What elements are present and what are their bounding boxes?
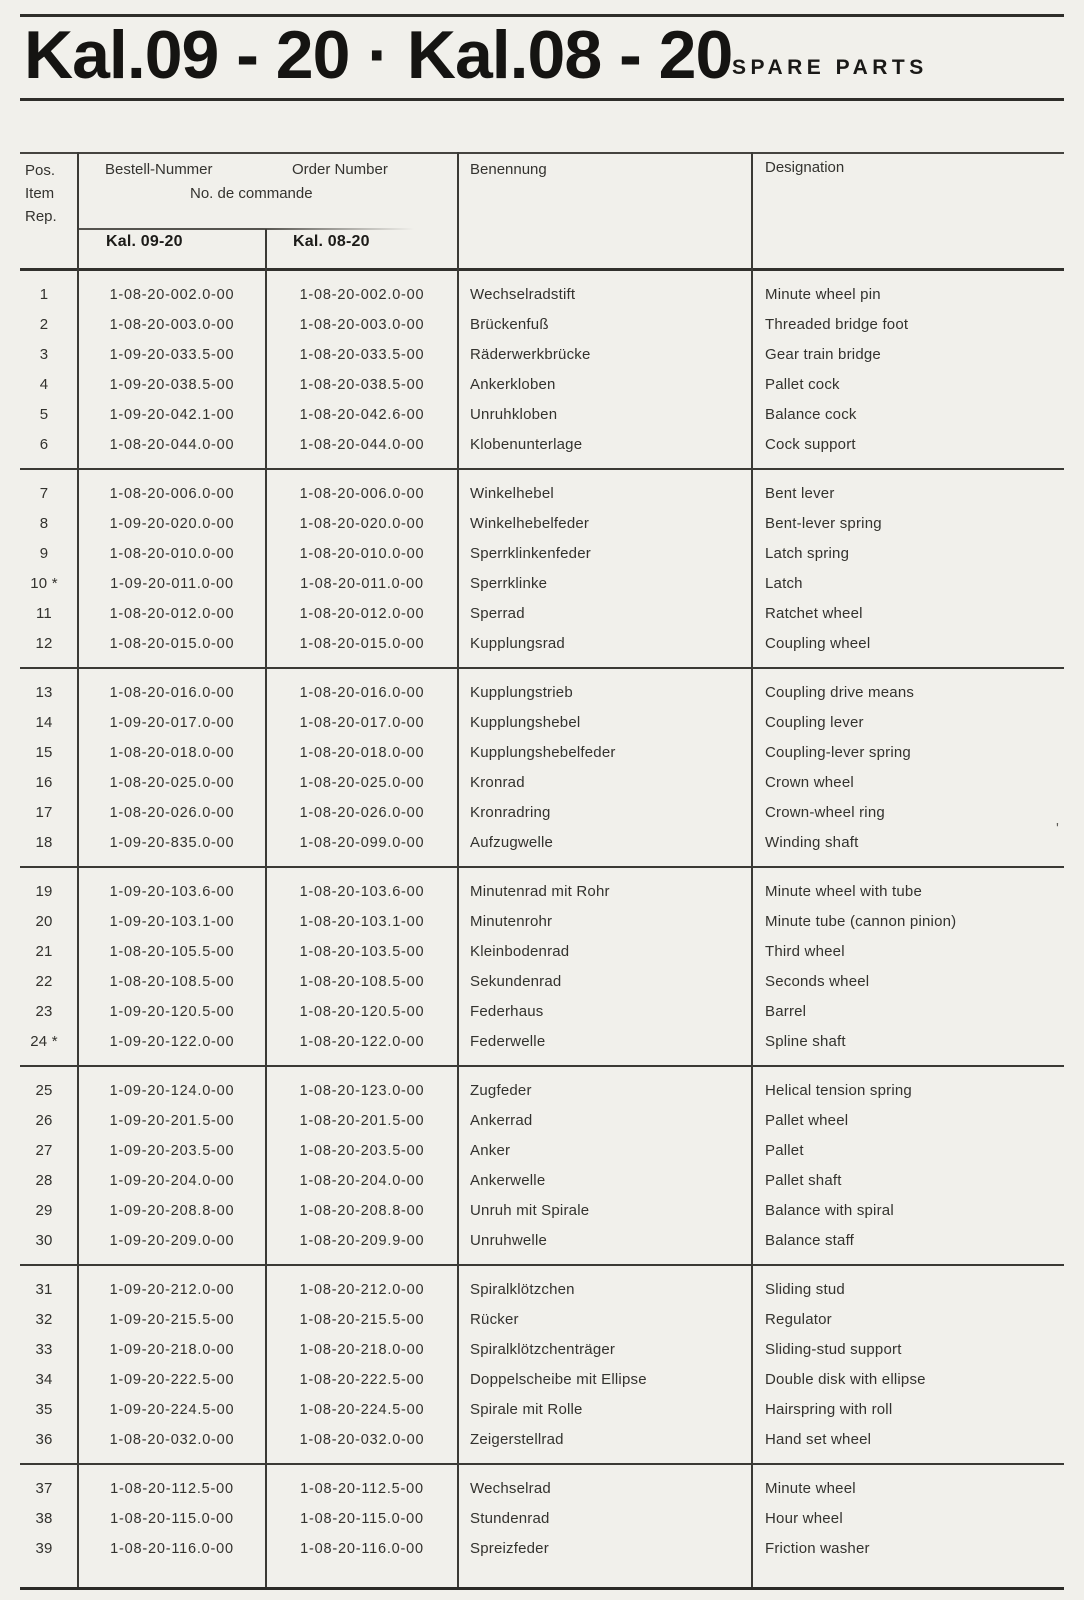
cell-order-kal-09-20: 1-09-20-212.0-00 <box>109 1281 235 1298</box>
cell-order-kal-08-20: 1-08-20-033.5-00 <box>299 346 425 363</box>
cell-benennung: Kleinbodenrad <box>470 942 570 960</box>
row-group <box>20 271 1064 468</box>
cell-pos: 25 <box>35 1081 53 1099</box>
cell-designation: Coupling drive means <box>765 683 915 701</box>
cell-benennung: Federhaus <box>470 1002 544 1020</box>
cell-order-kal-08-20: 1-08-20-201.5-00 <box>299 1112 425 1129</box>
table-row <box>20 569 1064 599</box>
table-row <box>20 738 1064 768</box>
cell-benennung: Spiralklötzchen <box>470 1280 575 1298</box>
cell-designation: Double disk with ellipse <box>765 1370 926 1388</box>
cell-benennung: Räderwerkbrücke <box>470 345 591 363</box>
cell-order-kal-08-20: 1-08-20-112.5-00 <box>300 1480 424 1497</box>
cell-designation: Ratchet wheel <box>765 604 863 622</box>
cell-order-kal-09-20: 1-09-20-222.5-00 <box>109 1371 235 1388</box>
cell-pos: 4 <box>39 375 49 393</box>
cell-benennung: Spreizfeder <box>470 1539 549 1557</box>
cell-pos: 34 <box>35 1370 53 1388</box>
cell-order-kal-09-20: 1-08-20-105.5-00 <box>109 943 235 960</box>
cell-pos: 10 * <box>30 574 58 592</box>
cell-designation: Helical tension spring <box>765 1081 912 1099</box>
cell-order-kal-09-20: 1-08-20-016.0-00 <box>109 684 235 701</box>
cell-order-kal-08-20: 1-08-20-122.0-00 <box>299 1033 425 1050</box>
cell-order-kal-09-20: 1-09-20-208.8-00 <box>109 1202 235 1219</box>
cell-benennung: Sperrklinke <box>470 574 548 592</box>
cell-benennung: Klobenunterlage <box>470 435 583 453</box>
table-row <box>20 967 1064 997</box>
cell-order-kal-08-20: 1-08-20-212.0-00 <box>299 1281 425 1298</box>
table-row <box>20 1027 1064 1057</box>
cell-order-kal-09-20: 1-08-20-108.5-00 <box>109 973 235 990</box>
cell-order-kal-08-20: 1-08-20-038.5-00 <box>299 376 425 393</box>
table-row <box>20 509 1064 539</box>
cell-pos: 21 <box>35 942 53 960</box>
cell-order-kal-09-20: 1-08-20-015.0-00 <box>109 635 235 652</box>
table-row <box>20 997 1064 1027</box>
table-row <box>20 400 1064 430</box>
cell-benennung: Doppelscheibe mit Ellipse <box>470 1370 647 1388</box>
cell-designation: Hairspring with roll <box>765 1400 893 1418</box>
cell-order-kal-09-20: 1-09-20-122.0-00 <box>109 1033 235 1050</box>
cell-order-kal-09-20: 1-09-20-835.0-00 <box>109 834 235 851</box>
cell-order-kal-08-20: 1-08-20-115.0-00 <box>300 1510 424 1527</box>
cell-designation: Balance with spiral <box>765 1201 894 1219</box>
cell-benennung: Zugfeder <box>470 1081 532 1099</box>
row-group <box>20 1463 1064 1588</box>
page-title: Kal.09 - 20 · Kal.08 - 20 <box>24 17 733 93</box>
column-divider-order-numbers <box>265 229 267 1590</box>
cell-benennung: Sekundenrad <box>470 972 562 990</box>
table-row <box>20 280 1064 310</box>
cell-order-kal-09-20: 1-09-20-203.5-00 <box>109 1142 235 1159</box>
table-row <box>20 1365 1064 1395</box>
table-row <box>20 678 1064 708</box>
cell-benennung: Sperrad <box>470 604 525 622</box>
cell-pos: 5 <box>39 405 49 423</box>
cell-benennung: Sperrklinkenfeder <box>470 544 591 562</box>
cell-order-kal-09-20: 1-09-20-042.1-00 <box>109 406 235 423</box>
cell-benennung: Kupplungshebelfeder <box>470 743 616 761</box>
row-group <box>20 468 1064 667</box>
cell-benennung: Unruhkloben <box>470 405 558 423</box>
cell-order-kal-08-20: 1-08-20-020.0-00 <box>299 515 425 532</box>
cell-pos: 6 <box>39 435 49 453</box>
table-row <box>20 798 1064 828</box>
cell-order-kal-08-20: 1-08-20-017.0-00 <box>299 714 425 731</box>
cell-pos: 1 <box>39 285 49 303</box>
cell-designation: Bent lever <box>765 484 835 502</box>
cell-order-kal-08-20: 1-08-20-011.0-00 <box>300 575 424 592</box>
cell-designation: Crown-wheel ring <box>765 803 885 821</box>
cell-order-kal-08-20: 1-08-20-099.0-00 <box>299 834 425 851</box>
cell-order-kal-08-20: 1-08-20-203.5-00 <box>299 1142 425 1159</box>
table-row <box>20 1305 1064 1335</box>
cell-order-kal-09-20: 1-08-20-018.0-00 <box>109 744 235 761</box>
cell-designation: Barrel <box>765 1002 807 1020</box>
cell-designation: Latch spring <box>765 544 850 562</box>
cell-benennung: Ankerkloben <box>470 375 556 393</box>
cell-designation: Minute wheel <box>765 1479 856 1497</box>
cell-order-kal-08-20: 1-08-20-123.0-00 <box>299 1082 425 1099</box>
cell-pos: 19 <box>35 882 53 900</box>
cell-order-kal-08-20: 1-08-20-103.5-00 <box>299 943 425 960</box>
cell-order-kal-08-20: 1-08-20-025.0-00 <box>299 774 425 791</box>
column-header-kal-09-20: Kal. 09-20 <box>106 233 183 250</box>
cell-pos: 30 <box>35 1231 53 1249</box>
row-group <box>20 667 1064 866</box>
cell-benennung: Aufzugwelle <box>470 833 554 851</box>
table-row <box>20 937 1064 967</box>
cell-designation: Pallet cock <box>765 375 840 393</box>
cell-order-kal-09-20: 1-08-20-112.5-00 <box>110 1480 234 1497</box>
cell-designation: Spline shaft <box>765 1032 846 1050</box>
cell-order-kal-09-20: 1-09-20-201.5-00 <box>109 1112 235 1129</box>
cell-benennung: Federwelle <box>470 1032 546 1050</box>
cell-benennung: Minutenrohr <box>470 912 553 930</box>
cell-order-kal-09-20: 1-09-20-204.0-00 <box>109 1172 235 1189</box>
table-body <box>20 271 1064 1588</box>
table-row <box>20 907 1064 937</box>
table-row <box>20 1106 1064 1136</box>
title-underline <box>20 98 1064 101</box>
cell-pos: 23 <box>35 1002 53 1020</box>
cell-designation: Minute wheel pin <box>765 285 881 303</box>
subheader-rule <box>78 228 414 230</box>
table-row <box>20 599 1064 629</box>
cell-designation: Seconds wheel <box>765 972 870 990</box>
cell-order-kal-09-20: 1-09-20-038.5-00 <box>109 376 235 393</box>
column-header-benennung: Benennung <box>470 161 547 178</box>
cell-pos: 9 <box>39 544 49 562</box>
cell-order-kal-09-20: 1-09-20-020.0-00 <box>109 515 235 532</box>
cell-order-kal-09-20: 1-08-20-044.0-00 <box>109 436 235 453</box>
table-row <box>20 1275 1064 1305</box>
cell-order-kal-09-20: 1-08-20-012.0-00 <box>109 605 235 622</box>
cell-order-kal-09-20: 1-09-20-103.6-00 <box>109 883 235 900</box>
cell-designation: Pallet wheel <box>765 1111 849 1129</box>
table-row <box>20 539 1064 569</box>
cell-order-kal-08-20: 1-08-20-032.0-00 <box>299 1431 425 1448</box>
cell-pos: 3 <box>39 345 49 363</box>
cell-benennung: Anker <box>470 1141 511 1159</box>
cell-designation: Bent-lever spring <box>765 514 882 532</box>
cell-order-kal-09-20: 1-08-20-010.0-00 <box>109 545 235 562</box>
cell-benennung: Unruh mit Spirale <box>470 1201 590 1219</box>
cell-pos: 15 <box>35 743 53 761</box>
cell-order-kal-09-20: 1-09-20-120.5-00 <box>109 1003 235 1020</box>
page-subtitle: SPARE PARTS <box>732 56 928 79</box>
table-row <box>20 1196 1064 1226</box>
cell-order-kal-08-20: 1-08-20-012.0-00 <box>299 605 425 622</box>
print-artifact-mark: ' <box>1056 820 1059 837</box>
cell-designation: Minute tube (cannon pinion) <box>765 912 957 930</box>
cell-designation: Gear train bridge <box>765 345 881 363</box>
cell-pos: 27 <box>35 1141 53 1159</box>
column-header-bestell-nummer: Bestell-Nummer <box>105 161 213 178</box>
cell-pos: 13 <box>35 683 53 701</box>
cell-pos: 32 <box>35 1310 53 1328</box>
table-row <box>20 1474 1064 1504</box>
cell-pos: 2 <box>39 315 49 333</box>
cell-benennung: Kronrad <box>470 773 525 791</box>
cell-pos: 12 <box>35 634 53 652</box>
cell-order-kal-08-20: 1-08-20-015.0-00 <box>299 635 425 652</box>
cell-order-kal-09-20: 1-09-20-124.0-00 <box>109 1082 235 1099</box>
cell-designation: Hand set wheel <box>765 1430 872 1448</box>
cell-order-kal-08-20: 1-08-20-116.0-00 <box>300 1540 424 1557</box>
cell-order-kal-08-20: 1-08-20-010.0-00 <box>299 545 425 562</box>
table-row <box>20 828 1064 858</box>
cell-pos: 28 <box>35 1171 53 1189</box>
cell-order-kal-09-20: 1-09-20-033.5-00 <box>109 346 235 363</box>
cell-designation: Cock support <box>765 435 856 453</box>
cell-order-kal-09-20: 1-09-20-218.0-00 <box>109 1341 235 1358</box>
cell-designation: Pallet shaft <box>765 1171 842 1189</box>
table-row <box>20 1166 1064 1196</box>
cell-order-kal-08-20: 1-08-20-018.0-00 <box>299 744 425 761</box>
cell-benennung: Kupplungsrad <box>470 634 565 652</box>
column-divider-benennung <box>457 152 459 1590</box>
column-header-order-number: Order Number <box>292 161 388 178</box>
cell-benennung: Kronradring <box>470 803 551 821</box>
cell-pos: 37 <box>35 1479 53 1497</box>
cell-benennung: Kupplungshebel <box>470 713 581 731</box>
cell-pos: 11 <box>36 604 52 622</box>
cell-designation: Pallet <box>765 1141 804 1159</box>
cell-order-kal-08-20: 1-08-20-026.0-00 <box>299 804 425 821</box>
cell-designation: Third wheel <box>765 942 845 960</box>
table-row <box>20 1395 1064 1425</box>
cell-order-kal-08-20: 1-08-20-222.5-00 <box>299 1371 425 1388</box>
cell-order-kal-08-20: 1-08-20-224.5-00 <box>299 1401 425 1418</box>
cell-order-kal-09-20: 1-09-20-011.0-00 <box>110 575 234 592</box>
row-group <box>20 1065 1064 1264</box>
cell-pos: 38 <box>35 1509 53 1527</box>
column-divider-pos <box>77 152 79 1590</box>
cell-order-kal-08-20: 1-08-20-006.0-00 <box>299 485 425 502</box>
cell-order-kal-08-20: 1-08-20-044.0-00 <box>299 436 425 453</box>
cell-pos: 16 <box>35 773 53 791</box>
cell-pos: 24 * <box>30 1032 58 1050</box>
cell-designation: Balance staff <box>765 1231 855 1249</box>
cell-designation: Coupling wheel <box>765 634 871 652</box>
cell-benennung: Spiralklötzchenträger <box>470 1340 616 1358</box>
cell-order-kal-08-20: 1-08-20-108.5-00 <box>299 973 425 990</box>
cell-pos: 35 <box>35 1400 53 1418</box>
column-header-pos <box>25 159 57 228</box>
cell-order-kal-08-20: 1-08-20-003.0-00 <box>299 316 425 333</box>
table-row <box>20 1335 1064 1365</box>
column-header-no-de-commande: No. de commande <box>190 185 313 202</box>
cell-order-kal-09-20: 1-08-20-116.0-00 <box>110 1540 234 1557</box>
cell-order-kal-08-20: 1-08-20-016.0-00 <box>299 684 425 701</box>
table-row <box>20 1076 1064 1106</box>
cell-benennung: Unruhwelle <box>470 1231 548 1249</box>
cell-pos: 7 <box>39 484 49 502</box>
cell-benennung: Winkelhebelfeder <box>470 514 590 532</box>
cell-benennung: Zeigerstellrad <box>470 1430 564 1448</box>
table-row <box>20 1534 1064 1564</box>
cell-benennung: Brückenfuß <box>470 315 549 333</box>
cell-designation: Minute wheel with tube <box>765 882 922 900</box>
cell-benennung: Wechselradstift <box>470 285 576 303</box>
cell-designation: Regulator <box>765 1310 832 1328</box>
parts-table <box>20 152 1064 1594</box>
cell-order-kal-08-20: 1-08-20-208.8-00 <box>299 1202 425 1219</box>
table-bottom-line <box>20 1587 1064 1590</box>
cell-order-kal-08-20: 1-08-20-215.5-00 <box>299 1311 425 1328</box>
cell-pos: 39 <box>35 1539 53 1557</box>
table-row <box>20 1425 1064 1455</box>
cell-pos: 8 <box>39 514 49 532</box>
row-group <box>20 1264 1064 1463</box>
cell-pos: 22 <box>35 972 53 990</box>
table-row <box>20 370 1064 400</box>
table-row <box>20 1504 1064 1534</box>
table-row <box>20 768 1064 798</box>
cell-order-kal-08-20: 1-08-20-209.9-00 <box>299 1232 425 1249</box>
table-row <box>20 479 1064 509</box>
cell-order-kal-08-20: 1-08-20-002.0-00 <box>299 286 425 303</box>
cell-benennung: Wechselrad <box>470 1479 551 1497</box>
cell-pos: 29 <box>35 1201 53 1219</box>
cell-pos: 20 <box>35 912 53 930</box>
table-row <box>20 629 1064 659</box>
table-header <box>20 152 1064 268</box>
cell-order-kal-09-20: 1-09-20-215.5-00 <box>109 1311 235 1328</box>
cell-benennung: Stundenrad <box>470 1509 550 1527</box>
table-row <box>20 1136 1064 1166</box>
cell-pos: 33 <box>35 1340 53 1358</box>
cell-order-kal-09-20: 1-08-20-003.0-00 <box>109 316 235 333</box>
cell-order-kal-08-20: 1-08-20-120.5-00 <box>299 1003 425 1020</box>
cell-order-kal-09-20: 1-09-20-017.0-00 <box>109 714 235 731</box>
cell-designation: Crown wheel <box>765 773 854 791</box>
table-row <box>20 310 1064 340</box>
cell-order-kal-08-20: 1-08-20-042.6-00 <box>299 406 425 423</box>
cell-designation: Sliding stud <box>765 1280 845 1298</box>
column-header-kal-08-20: Kal. 08-20 <box>293 233 370 250</box>
column-header-pos-line: Rep. <box>25 208 57 225</box>
cell-benennung: Winkelhebel <box>470 484 554 502</box>
cell-order-kal-09-20: 1-08-20-006.0-00 <box>109 485 235 502</box>
cell-designation: Winding shaft <box>765 833 859 851</box>
cell-order-kal-09-20: 1-09-20-209.0-00 <box>109 1232 235 1249</box>
table-row <box>20 708 1064 738</box>
cell-designation: Latch <box>765 574 803 592</box>
cell-order-kal-08-20: 1-08-20-218.0-00 <box>299 1341 425 1358</box>
cell-benennung: Rücker <box>470 1310 519 1328</box>
cell-pos: 26 <box>35 1111 53 1129</box>
column-header-pos-line: Item <box>25 185 55 202</box>
cell-designation: Coupling-lever spring <box>765 743 911 761</box>
column-header-pos-line: Pos. <box>25 162 56 179</box>
cell-pos: 18 <box>35 833 53 851</box>
cell-pos: 36 <box>35 1430 53 1448</box>
table-row <box>20 430 1064 460</box>
cell-order-kal-08-20: 1-08-20-204.0-00 <box>299 1172 425 1189</box>
cell-designation: Coupling lever <box>765 713 864 731</box>
cell-order-kal-09-20: 1-09-20-103.1-00 <box>109 913 235 930</box>
table-row <box>20 340 1064 370</box>
column-divider-designation <box>751 152 753 1590</box>
cell-order-kal-09-20: 1-08-20-032.0-00 <box>109 1431 235 1448</box>
cell-designation: Sliding-stud support <box>765 1340 902 1358</box>
cell-order-kal-09-20: 1-08-20-002.0-00 <box>109 286 235 303</box>
column-header-designation: Designation <box>765 159 845 176</box>
table-row <box>20 877 1064 907</box>
cell-order-kal-09-20: 1-09-20-224.5-00 <box>109 1401 235 1418</box>
cell-order-kal-09-20: 1-08-20-026.0-00 <box>109 804 235 821</box>
cell-order-kal-08-20: 1-08-20-103.6-00 <box>299 883 425 900</box>
cell-benennung: Ankerwelle <box>470 1171 546 1189</box>
cell-designation: Threaded bridge foot <box>765 315 909 333</box>
cell-pos: 31 <box>35 1280 53 1298</box>
cell-benennung: Kupplungstrieb <box>470 683 573 701</box>
cell-designation: Friction washer <box>765 1539 870 1557</box>
row-group <box>20 866 1064 1065</box>
cell-order-kal-09-20: 1-08-20-115.0-00 <box>110 1510 234 1527</box>
cell-designation: Balance cock <box>765 405 857 423</box>
cell-benennung: Spirale mit Rolle <box>470 1400 583 1418</box>
cell-order-kal-09-20: 1-08-20-025.0-00 <box>109 774 235 791</box>
cell-pos: 17 <box>35 803 53 821</box>
table-row <box>20 1226 1064 1256</box>
cell-benennung: Minutenrad mit Rohr <box>470 882 610 900</box>
cell-order-kal-08-20: 1-08-20-103.1-00 <box>299 913 425 930</box>
cell-designation: Hour wheel <box>765 1509 843 1527</box>
cell-benennung: Ankerrad <box>470 1111 533 1129</box>
cell-pos: 14 <box>35 713 53 731</box>
